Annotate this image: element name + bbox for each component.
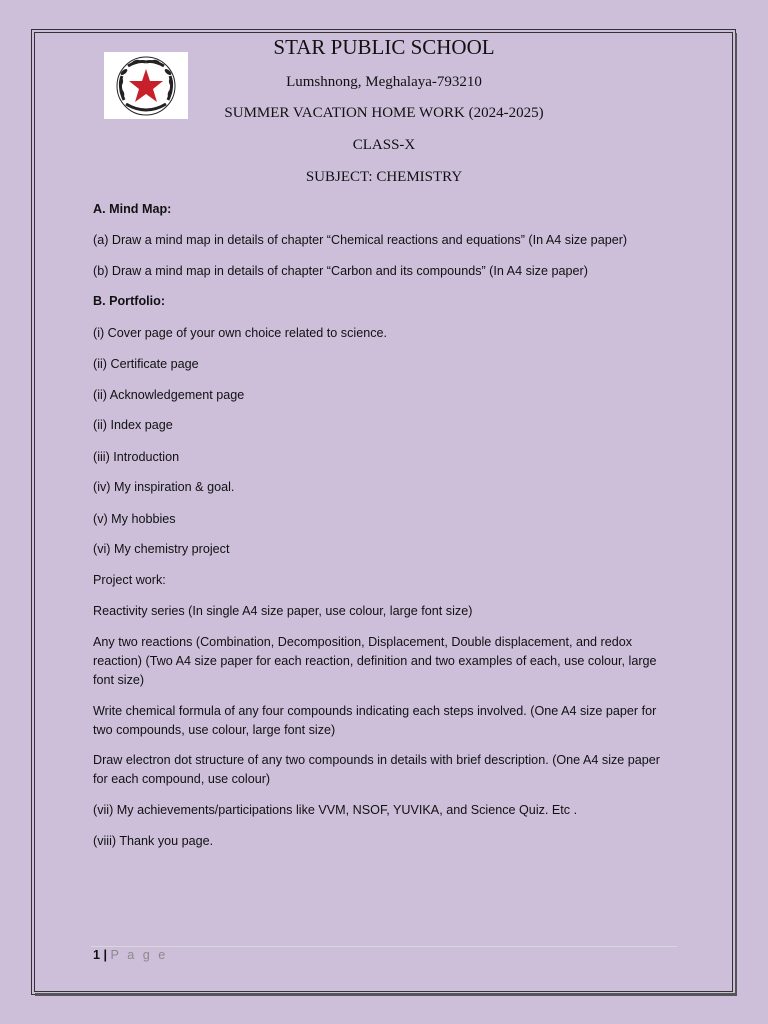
portfolio-item-inspiration: (iv) My inspiration & goal.	[93, 480, 235, 494]
portfolio-item-index: (ii) Index page	[93, 418, 173, 432]
project-chemical-formula: Write chemical formula of any four compounds indicating each steps involved. (One A4 size paper for two compounds, use colour, large font size)	[93, 704, 657, 737]
portfolio-heading: B. Portfolio:	[93, 294, 166, 308]
class-label: CLASS-X	[352, 137, 416, 153]
project-work-heading: Project work:	[93, 573, 166, 587]
portfolio-item-certificate: (ii) Certificate page	[93, 357, 199, 371]
portfolio-item-acknowledgement: (ii) Acknowledgement page	[93, 388, 245, 402]
page-border-shadow-bottom	[35, 993, 737, 996]
page-label: P a g e	[110, 948, 168, 962]
project-two-reactions: Any two reactions (Combination, Decomposition, Displacement, Double displacement, and redox reaction) (Two A4 size paper for each reaction, definition and two examples of each, use colour, large font size)	[93, 635, 657, 687]
school-name: STAR PUBLIC SCHOOL	[273, 35, 495, 59]
project-reactivity-series: Reactivity series (In single A4 size paper, use colour, large font size)	[93, 604, 473, 618]
footer-separator: |	[103, 948, 108, 962]
mind-map-item-a: (a) Draw a mind map in details of chapter “Chemical reactions and equations” (In A4 size paper)	[93, 233, 628, 247]
portfolio-item-achievements: (vii) My achievements/participations like VVM, NSOF, YUVIKA, and Science Quiz. Etc .	[93, 803, 578, 817]
portfolio-item-introduction: (iii) Introduction	[93, 450, 180, 464]
portfolio-item-chemistry-project: (vi) My chemistry project	[93, 542, 230, 556]
school-address: Lumshnong, Meghalaya-793210	[286, 74, 482, 90]
mind-map-item-b: (b) Draw a mind map in details of chapter “Carbon and its compounds” (In A4 size paper)	[93, 264, 588, 278]
page-number: 1	[93, 948, 101, 962]
footer-divider	[91, 946, 677, 947]
portfolio-item-hobbies: (v) My hobbies	[93, 512, 176, 526]
homework-title: SUMMER VACATION HOME WORK (2024-2025)	[224, 105, 544, 121]
portfolio-item-cover: (i) Cover page of your own choice related to science.	[93, 326, 388, 340]
portfolio-item-thank-you: (viii) Thank you page.	[93, 834, 214, 848]
subject-label: SUBJECT: CHEMISTRY	[305, 169, 463, 185]
project-electron-dot: Draw electron dot structure of any two compounds in details with brief description. (One A4 size paper for each compound, use colour)	[93, 753, 661, 786]
mind-map-heading: A. Mind Map:	[93, 202, 172, 216]
page-footer	[93, 948, 168, 962]
